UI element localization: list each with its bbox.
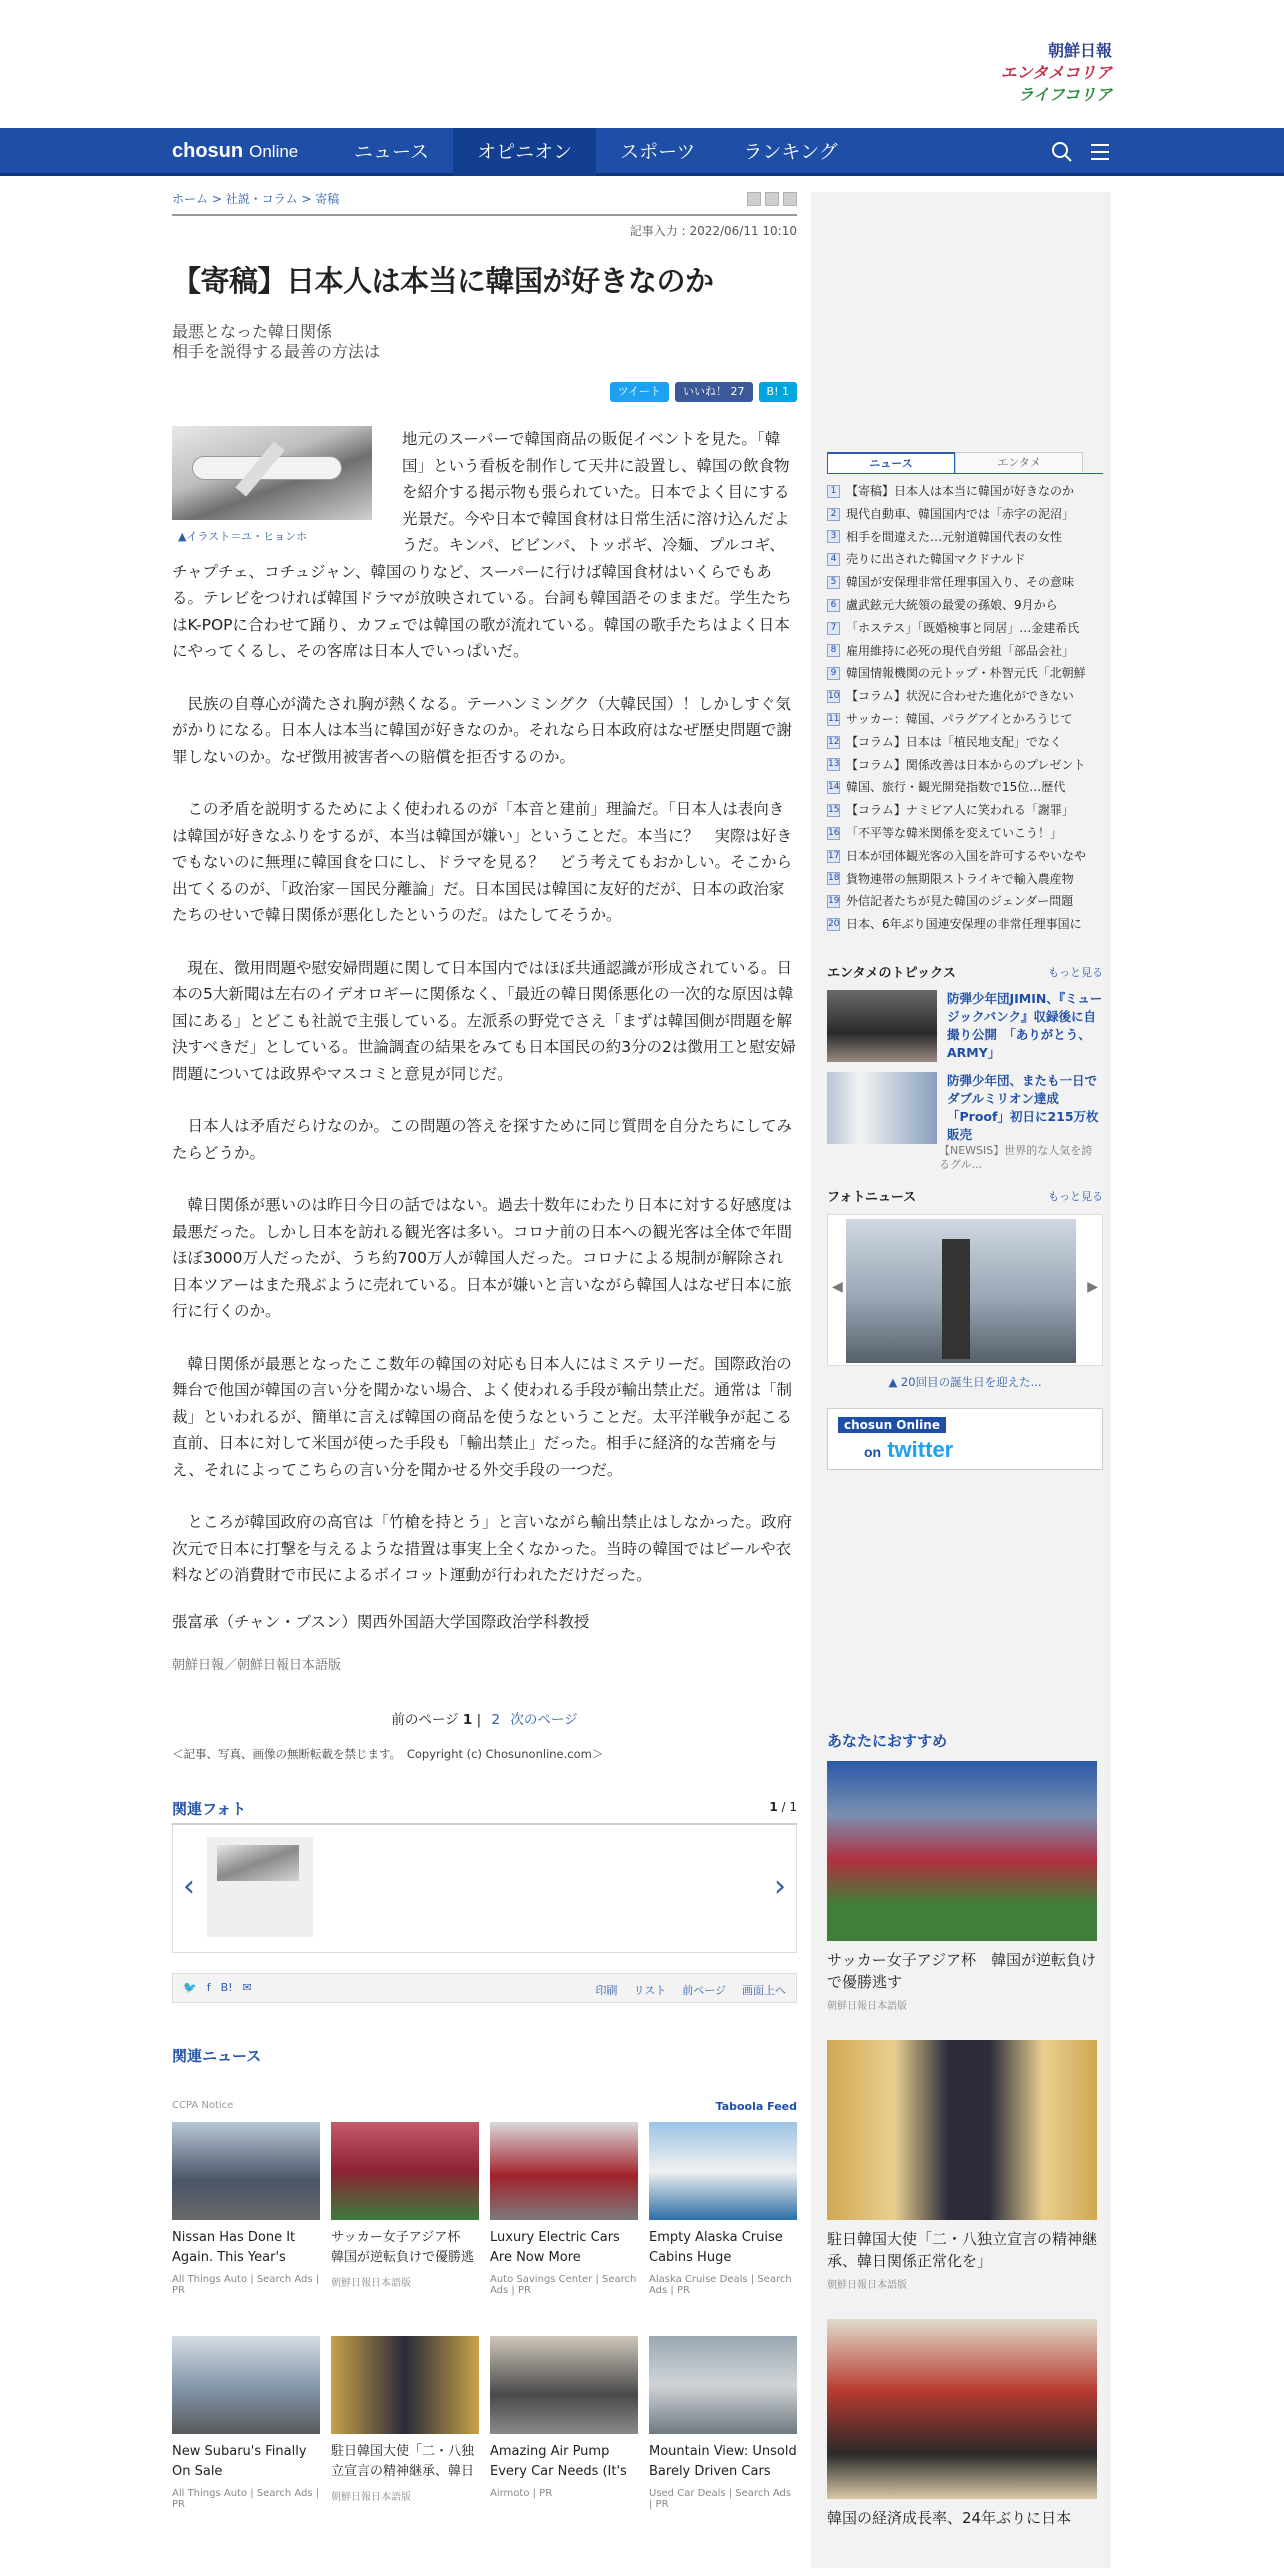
- rank-number: 14: [828, 782, 840, 793]
- news-card-title: New Subaru's Finally On Sale: [172, 2443, 307, 2479]
- hamburger-menu-icon[interactable]: [1088, 140, 1112, 169]
- chevron-left-icon[interactable]: ‹: [183, 1868, 195, 1904]
- news-card[interactable]: [331, 2336, 479, 2510]
- news-card-source: Airmoto | PR: [490, 2487, 553, 2499]
- news-card-title: Nissan Has Done It Again. This Year's: [172, 2229, 296, 2265]
- banner-twitter-text: [864, 1437, 953, 1463]
- photo-news-carousel: [827, 1214, 1103, 1366]
- ranking-title: 売りに出された韓国マクドナルド: [846, 552, 1026, 567]
- news-card-image: [649, 2336, 797, 2434]
- ranking-title: 日本、6年ぶり国連安保理の非常任理事国に: [846, 917, 1082, 932]
- subtitle-line-1: 最悪となった韓日関係: [172, 322, 333, 341]
- news-card-image: [331, 2336, 479, 2434]
- nav-menu: [330, 128, 862, 176]
- ranking-item[interactable]: [827, 548, 1103, 571]
- prev-page-link[interactable]: 前のページ: [391, 1711, 459, 1728]
- rank-number: 6: [827, 599, 840, 612]
- recommend-card[interactable]: [827, 1761, 1097, 2012]
- photo-news-image[interactable]: [846, 1219, 1076, 1363]
- article-figure: [172, 426, 372, 551]
- ranking-title: 韓国、旅行・観光開発指数で15位…歴代: [846, 780, 1066, 795]
- hatena-bookmark-button[interactable]: B! 1: [759, 382, 797, 402]
- font-size-tools: [747, 192, 797, 206]
- ranking-title: 「ホステス」「既婚検事と同居」…金建希氏: [846, 620, 1080, 635]
- ranking-title: 貨物連帯の無期限ストライキで輸入農産物: [846, 871, 1074, 886]
- tweet-button[interactable]: ツイート: [610, 382, 669, 402]
- ranking-item[interactable]: [827, 731, 1103, 754]
- paragraph: ところが韓国政府の高官は「竹槍を持とう」と言いながら輸出禁止はしなかった。政府次元で日本に打撃を与えるような措置は事実上全くなかった。当時の韓国ではビールや衣料などの消費財で市民によるボイコット運動が行われただけだった。: [172, 1513, 793, 1584]
- brand-life-korea[interactable]: ライフコリア: [1017, 85, 1112, 104]
- article-date: 記事入力 : 2022/06/11 10:10: [629, 224, 797, 238]
- photo-news-heading-text: フォトニュース: [827, 1189, 917, 1205]
- entame-item-image: [827, 990, 937, 1062]
- article-toolbar: [172, 1973, 797, 2003]
- paragraph: 現在、徴用問題や慰安婦問題に関して日本国内ではほぼ共通認識が形成されている。日本の5大新聞は左右のイデオロギーに関係なく、「最近の韓日関係悪化の一次的な原因は韓国にある」とどこも社説で主張している。左派系の野党でさえ「まずは韓国側が問題を解決すべきだ」としている。世論調査の結果をみても日本国民の約3分の2は徴用工と慰安婦問題については政界やマスコミと意見が同じだ。: [172, 958, 796, 1083]
- rank-number: 3: [827, 530, 840, 543]
- breadcrumb-current[interactable]: 寄稿: [315, 192, 340, 206]
- nav-item-news[interactable]: ニュース: [354, 141, 430, 163]
- ranking-item[interactable]: [827, 868, 1103, 891]
- ranking-item[interactable]: [827, 640, 1103, 663]
- ranking-title: サッカー：韓国、パラグアイとかろうじて: [846, 711, 1073, 726]
- news-card[interactable]: [172, 2336, 320, 2510]
- taboola-feed-logo[interactable]: Taboola Feed: [715, 2099, 797, 2113]
- news-card-title: Luxury Electric Cars Are Now More: [490, 2229, 620, 2265]
- chevron-right-icon[interactable]: ▶: [1087, 1278, 1098, 1295]
- ranking-item[interactable]: [827, 890, 1103, 913]
- recommend-card-title: 駐日韓国大使「二・八独立宣言の精神継承、韓日関係正常化を」: [827, 2229, 1098, 2270]
- news-card-title: サッカー女子アジア杯 韓国が逆転負けで優勝逃: [331, 2229, 475, 2265]
- news-card[interactable]: [172, 2122, 320, 2296]
- rank-number: 15: [828, 805, 840, 816]
- entame-item-title: 防弾少年団、またも一日でダブルミリオン達成「Proof」初日に215万枚販売: [947, 1072, 1099, 1142]
- ranking-item[interactable]: [827, 503, 1103, 526]
- rank-number: 20: [828, 919, 840, 930]
- rank-number: 12: [828, 736, 840, 747]
- facebook-icon[interactable]: f: [206, 1980, 211, 1994]
- breadcrumb-separator: >: [297, 192, 316, 206]
- related-news-grid: [172, 2122, 797, 2296]
- rank-number: 11: [828, 713, 840, 724]
- banner-on-text: on: [864, 1443, 882, 1460]
- ranking-title: 韓国情報機関の元トップ・朴智元氏「北朝鮮: [846, 666, 1086, 681]
- news-card-source: Used Car Deals | Search Ads | PR: [649, 2487, 792, 2510]
- recommend-card-image: [827, 2040, 1097, 2220]
- recommend-card-source: 朝鮮日報日本語版: [827, 2279, 907, 2291]
- photo-count-total: / 1: [781, 1799, 797, 1814]
- ranking-item[interactable]: [827, 708, 1103, 731]
- ranking-title: 【寄稿】日本人は本当に韓国が好きなのか: [846, 484, 1075, 498]
- rank-number: 8: [827, 644, 840, 657]
- main-navbar: [0, 128, 1284, 176]
- rank-number: 10: [828, 691, 840, 702]
- brand-chosun-ilbo[interactable]: 朝鮮日報: [1047, 41, 1112, 60]
- subtitle-line-2: 相手を説得する最善の方法は: [172, 342, 381, 361]
- print-icon[interactable]: [783, 192, 797, 206]
- current-page: 1: [462, 1711, 473, 1728]
- rank-number: 4: [827, 553, 840, 566]
- rank-number: 2: [827, 508, 840, 521]
- ranking-list: [827, 480, 1103, 936]
- recommend-card[interactable]: [827, 2040, 1097, 2291]
- recommend-card-image: [827, 2319, 1097, 2499]
- tab-news[interactable]: ニュース: [827, 452, 955, 473]
- paragraph: 韓日関係が悪いのは昨日今日の話ではない。過去十数年にわたり日本に対する好感度は最悪だった。しかし日本を訪れる観光客は多い。コロナ前の日本への観光客は全体で年間ほぼ3000万人だったが、うち約700万人が韓国人だった。コロナによる規制が解除され日本ツアーはまた飛ぶように売れている。日本が嫌いと言いながら韓国人はなぜ日本に旅行に行くのか。: [172, 1196, 793, 1320]
- photo-count-current: 1: [769, 1799, 778, 1814]
- share-icon[interactable]: ✉: [242, 1980, 252, 1994]
- rank-number: 16: [828, 827, 840, 838]
- prev-page-toolbar-link[interactable]: 前ページ: [682, 1983, 726, 1997]
- ranking-item[interactable]: [827, 571, 1103, 594]
- news-card-image: [649, 2122, 797, 2220]
- news-card[interactable]: [649, 2336, 797, 2510]
- entame-item-note: 【NEWSIS】世界的な人気を誇るグル...: [939, 1143, 1093, 1171]
- rank-number: 9: [827, 667, 840, 680]
- rank-number: 1: [827, 485, 840, 498]
- rank-number: 19: [828, 896, 840, 907]
- recommend-card-source: 朝鮮日報日本語版: [827, 2000, 907, 2012]
- ranking-item[interactable]: [827, 799, 1103, 822]
- ranking-item[interactable]: [827, 845, 1103, 868]
- entame-more-link[interactable]: もっと見る: [1048, 965, 1103, 979]
- pagination: [172, 1708, 797, 1728]
- ranking-title: 「不平等な韓米関係を変えていこう！」: [846, 825, 1063, 840]
- ranking-title: 【コラム】状況に合わせた進化ができない: [846, 689, 1074, 704]
- list-link[interactable]: リスト: [633, 1983, 667, 1997]
- article-column: [172, 176, 797, 2510]
- news-card-image: [490, 2336, 638, 2434]
- breadcrumb-separator: >: [208, 192, 226, 206]
- ranking-title: 【コラム】日本は「植民地支配」でなく: [846, 734, 1062, 749]
- share-icons: [183, 1981, 252, 1994]
- ranking-title: 雇用維持に必死の現代自労組「部品会社」: [846, 643, 1075, 658]
- entame-item[interactable]: [827, 1072, 1103, 1144]
- facebook-like-button[interactable]: いいね！ 27: [675, 382, 753, 402]
- font-small-icon[interactable]: [747, 192, 761, 206]
- recommend-card-title: サッカー女子アジア杯 韓国が逆転負けで優勝逃す: [827, 1950, 1097, 1991]
- ranking-title: 現代自動車、韓国国内では「赤字の泥沼」: [846, 506, 1075, 521]
- rank-number: 13: [828, 759, 840, 770]
- chevron-left-icon[interactable]: ◀: [832, 1278, 843, 1295]
- related-news-grid: [172, 2336, 797, 2510]
- news-card-source: 朝鮮日報日本語版: [331, 2491, 411, 2503]
- social-buttons: [172, 382, 797, 402]
- related-photo-section: [172, 1798, 797, 1953]
- news-card[interactable]: [490, 2122, 638, 2296]
- brand-header: [0, 0, 1284, 128]
- entame-heading-text: エンタメのトピックス: [827, 965, 956, 981]
- paragraph: 韓日関係が最悪となったここ数年の韓国の対応も日本人にはミステリーだ。国際政治の舞台で他国が韓国の言い分を聞かない場合、よく使われる手段が輸出禁止だ。通常は「制裁」といわれるが、簡単に言えば韓国の商品を使うなということだ。太平洋戦争が起こる直前、日本に対して米国が使った手段も「輸出禁止」だった。相手に経済的な苦痛を与え、それによってこちらの言い分を聞かせる外交手段の一つだ。: [172, 1354, 793, 1479]
- entame-item-image: [827, 1072, 937, 1144]
- related-news-heading: 関連ニュース: [172, 2046, 262, 2065]
- entame-topics-heading: [827, 962, 1103, 980]
- sidebar: [811, 192, 1111, 2568]
- site-logo[interactable]: [172, 140, 298, 163]
- ranking-item[interactable]: [827, 685, 1103, 708]
- nav-icons: [1050, 140, 1112, 169]
- ranking-title: 外信記者たちが見た韓国のジェンダー問題: [846, 894, 1074, 909]
- ranking-item[interactable]: [827, 822, 1103, 845]
- ranking-title: 相手を間違えた…元射道韓国代表の女性: [846, 529, 1063, 544]
- ranking-item[interactable]: [827, 594, 1103, 617]
- breadcrumb: [172, 190, 797, 208]
- nav-item-ranking[interactable]: ランキング: [743, 141, 838, 163]
- news-card[interactable]: [490, 2336, 638, 2510]
- news-card-image: [490, 2122, 638, 2220]
- ranking-item[interactable]: [827, 754, 1103, 777]
- rank-number: 18: [828, 873, 840, 884]
- twitter-icon[interactable]: 🐦: [183, 1980, 197, 1994]
- news-card-source: Alaska Cruise Deals | Search Ads | PR: [649, 2273, 792, 2296]
- news-card-title: 駐日韓国大使「二・八独立宣言の精神継承、韓日: [331, 2443, 475, 2479]
- news-card-title: Empty Alaska Cruise Cabins Huge: [649, 2229, 783, 2265]
- photo-news-caption[interactable]: ▲ 20回目の誕生日を迎えた...: [888, 1374, 1042, 1389]
- article-title: 【寄稿】日本人は本当に韓国が好きなのか: [172, 264, 714, 298]
- ranking-title: 【コラム】ナミビア人に笑われる「謝罪」: [846, 803, 1074, 818]
- photo-news-heading: [827, 1186, 1103, 1204]
- ranking-title: 【コラム】関係改善は日本からのプレゼント: [846, 757, 1086, 772]
- ranking-title: 盧武鉉元大統領の最愛の孫娘、9月から: [846, 597, 1058, 612]
- ranking-item[interactable]: [827, 776, 1103, 799]
- copyright-notice: ＜記事、写真、画像の無断転載を禁じます。 Copyright (c) Chosunonline.com＞: [172, 1746, 604, 1761]
- nav-item-sports[interactable]: スポーツ: [620, 141, 696, 163]
- toolbar-links: [595, 1982, 786, 1998]
- photo-news-more-link[interactable]: もっと見る: [1048, 1189, 1103, 1203]
- entame-item[interactable]: [827, 990, 1103, 1062]
- brand-entame-korea[interactable]: エンタメコリア: [1000, 63, 1112, 82]
- recommend-heading: あなたにおすすめ: [827, 1731, 948, 1750]
- ranking-item[interactable]: [827, 913, 1103, 936]
- chevron-right-icon[interactable]: ›: [774, 1868, 786, 1904]
- news-card-image: [172, 2336, 320, 2434]
- font-large-icon[interactable]: [765, 192, 779, 206]
- article-body: [172, 426, 797, 1680]
- article-author: 張富承（チャン・ブスン）関西外国語大学国際政治学科教授: [172, 1612, 590, 1631]
- breadcrumb-home[interactable]: ホーム: [172, 192, 209, 206]
- related-photo-carousel: [172, 1825, 797, 1953]
- ranking-item[interactable]: [827, 662, 1103, 685]
- paragraph: 日本人は矛盾だらけなのか。この問題の答えを探すために同じ質問を自分たちにしてみたらどうか。: [172, 1117, 793, 1162]
- taboola-header: [172, 2100, 797, 2118]
- tab-entame[interactable]: エンタメ: [955, 452, 1083, 473]
- recommend-card[interactable]: [827, 2319, 1097, 2529]
- paragraph: 民族の自尊心が満たされ胸が熱くなる。テーハンミングク（大韓民国）！しかしすぐ気がかりになる。日本人は本当に韓国が好きなのか。それなら日本政府はなぜ歴史問題で謝罪しないのか。なぜ徴用被害者への賠償を拒否するのか。: [172, 694, 793, 766]
- page-2-link[interactable]: 2: [491, 1711, 501, 1728]
- nav-item-opinion[interactable]: オピニオン: [453, 128, 596, 176]
- airplane-illustration: [192, 456, 342, 480]
- news-card-title: Mountain View: Unsold Barely Driven Cars: [649, 2443, 797, 2479]
- paragraph: 地元のスーパーで韓国商品の販促イベントを見た。「韓国」という看板を制作して天井に設置し、韓国の飲食物を紹介する掲示物も張られていた。日本でよく目にする光景だ。今や日本で韓国食材は日常生活に溶け込んだようだ。キンパ、ビビンバ、トッポギ、冷麺、プルコギ、チャプチェ、コチュジャン、韓国のりなど、スーパーに行けば韓国食材はいくらでもある。テレビをつければ韓国ドラマが放映されている。台詞も韓国語そのままだ。学生たちはK-POPに合わせて踊り、カフェでは韓国の歌が流れている。韓国の歌手たちはよく日本にやってくるし、その客席は日本人でいっぱいだ。: [172, 430, 792, 660]
- ranking-tabs: [827, 452, 1103, 474]
- paragraph: この矛盾を説明するためによく使われるのが「本音と建前」理論だ。「日本人は表向きは韓国が好きなふりをするが、本当は韓国が嫌い」ということだ。本当に？ 実際は好きでもないのに無理に韓国食を口にし、ドラマを見る？ どう考えてもおかしい。そこから出てくるのが、「政治家－国民分離論」だ。日本国民は韓国に友好的だが、日本の政治家たちのせいで韓日関係が悪化したというのだ。はたしてそうか。: [172, 800, 793, 924]
- twitter-banner[interactable]: [827, 1408, 1103, 1470]
- brand-links: [1001, 40, 1112, 106]
- news-card-source: 朝鮮日報日本語版: [331, 2277, 411, 2289]
- news-card-source: Auto Savings Center | Search Ads | PR: [490, 2273, 637, 2296]
- search-icon[interactable]: [1050, 140, 1074, 169]
- logo-suffix: Online: [249, 142, 299, 161]
- ccpa-notice-link[interactable]: CCPA Notice: [172, 2099, 234, 2111]
- rank-number: 17: [828, 850, 840, 861]
- recommend-card-title: 韓国の経済成長率、24年ぶりに日本: [827, 2508, 1072, 2527]
- news-card[interactable]: [649, 2122, 797, 2296]
- article-source: 朝鮮日報／朝鮮日報日本語版: [172, 1658, 342, 1673]
- news-card-image: [331, 2122, 479, 2220]
- ranking-item[interactable]: [827, 526, 1103, 549]
- news-card-source: All Things Auto | Search Ads | PR: [172, 2273, 320, 2296]
- ad-slot: [811, 192, 1111, 442]
- banner-chosun-online: chosun Online: [838, 1417, 946, 1433]
- news-card[interactable]: [331, 2122, 479, 2296]
- ranking-title: 日本が団体観光客の入国を許可するやいなや: [846, 848, 1087, 863]
- hatena-icon[interactable]: B!: [220, 1980, 233, 1994]
- news-card-image: [172, 2122, 320, 2220]
- ranking-item[interactable]: [827, 480, 1103, 503]
- ranking-item[interactable]: [827, 617, 1103, 640]
- photo-caption: ▲イラスト＝ユ・ヒョンホ: [178, 530, 308, 543]
- logo-text: chosun: [172, 140, 244, 162]
- next-page-link[interactable]: 次のページ: [510, 1711, 578, 1728]
- breadcrumb-section[interactable]: 社説・コラム: [225, 192, 298, 206]
- related-photo-thumb[interactable]: [207, 1837, 313, 1937]
- divider: [172, 214, 797, 216]
- pager-separator: |: [476, 1711, 482, 1728]
- recommend-card-image: [827, 1761, 1097, 1941]
- article-photo[interactable]: [172, 426, 372, 520]
- rank-number: 5: [827, 576, 840, 589]
- related-photo-count: [769, 1800, 797, 1814]
- banner-twitter-word: twitter: [887, 1436, 954, 1462]
- print-link[interactable]: 印刷: [595, 1983, 618, 1997]
- rank-number: 7: [827, 622, 840, 635]
- news-card-title: Amazing Air Pump Every Car Needs (It's: [490, 2443, 627, 2479]
- news-card-source: All Things Auto | Search Ads | PR: [172, 2487, 320, 2510]
- article-subtitle: [172, 322, 797, 362]
- entame-item-title: 防弾少年団JIMIN、『ミュージックバンク』収録後に自撮り公開 「ありがとう、ARMY」: [947, 990, 1103, 1060]
- recommend-section: [827, 1730, 1103, 2529]
- scroll-top-link[interactable]: 画面上へ: [742, 1983, 786, 1997]
- ranking-title: 韓国が安保理非常任理事国入り、その意味: [846, 575, 1075, 590]
- related-photo-heading: 関連フォト: [172, 1798, 797, 1825]
